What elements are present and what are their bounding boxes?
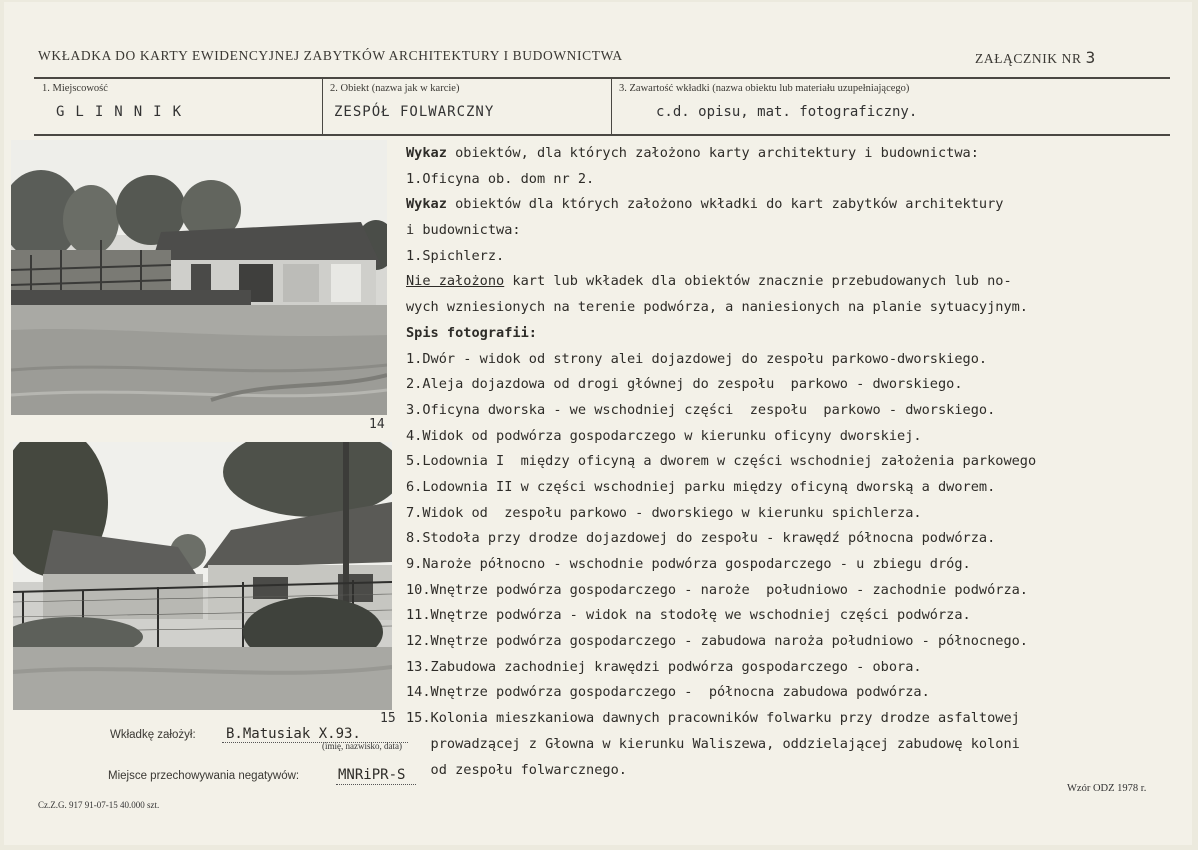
- locality-value: GLINNIK: [56, 104, 193, 120]
- photo-list-item: 11.Wnętrze podwórza - widok na stodołę we wschodniej części podwórza.: [406, 607, 971, 624]
- photo-list: [406, 347, 1196, 784]
- form-model: Wzór ODZ 1978 r.: [1067, 783, 1147, 794]
- cards-item-1: 1.Oficyna ob. dom nr 2.: [406, 170, 595, 187]
- photo-colony-image: [13, 442, 392, 710]
- photo-colony: [13, 442, 392, 710]
- photo-list-item: 10.Wnętrze podwórza gospodarczego - naroże południowo - zachodnie podwórza.: [406, 581, 1028, 598]
- photo-list-item: 15.Kolonia mieszkaniowa dawnych pracowników folwarku przy drodze asfaltowej: [406, 710, 1020, 727]
- annex-label: ZAŁĄCZNIK NR 3: [975, 48, 1096, 67]
- content-label: 3. Zawartość wkładki (nazwa obiektu lub materiału uzupełniającego): [619, 83, 910, 94]
- locality-label: 1. Miejscowość: [42, 83, 108, 94]
- heading-cards-list: Wykaz obiektów, dla których założono karty architektury i budownictwa:: [406, 145, 979, 161]
- object-label: 2. Obiekt (nazwa jak w karcie): [330, 83, 460, 94]
- photo-list-item: 1.Dwór - widok od strony alei dojazdowej do zespołu parkowo-dworskiego.: [406, 350, 988, 367]
- divider-top: [34, 77, 1170, 79]
- photo-list-item: 7.Widok od zespołu parkowo - dworskiego w kierunku spichlerza.: [406, 504, 922, 521]
- photo-list-item: 9.Naroże północno - wschodnie podwórza gospodarczego - u zbiegu dróg.: [406, 556, 971, 572]
- photo-list-item: od zespołu folwarcznego.: [406, 761, 627, 778]
- heading-photo-list: Spis fotografii:: [406, 324, 537, 341]
- photo-farmyard: [11, 140, 387, 415]
- storage-dotted-line: [336, 784, 416, 785]
- author-value: B.Matusiak X.93.: [226, 726, 361, 742]
- divider-fields: [34, 134, 1170, 136]
- note-not-created: Nie założono kart lub wkładek dla obiektów znacznie przebudowanych lub no-: [406, 273, 1012, 290]
- photo-list-item: 5.Lodownia I między oficyną a dworem w części wschodniej założenia parkowego: [406, 453, 1037, 470]
- photo-list-item: 4.Widok od podwórza gospodarczego w kierunku oficyny dworskiej.: [406, 427, 922, 444]
- storage-value: MNRiPR-S: [338, 767, 406, 783]
- heading-inserts-list-cont: i budownictwa:: [406, 222, 521, 239]
- card-title: WKŁADKA DO KARTY EWIDENCYJNEJ ZABYTKÓW ARCHITEKTURY I BUDOWNICTWA: [38, 48, 623, 63]
- photo-list-item: 8.Stodoła przy drodze dojazdowej do zespołu - krawędź północna podwórza.: [406, 530, 996, 547]
- field-separator-2: [611, 79, 612, 135]
- photo-list-item: 12.Wnętrze podwórza gospodarczego - zabudowa naroża południowo - północnego.: [406, 633, 1028, 650]
- heading-inserts-list: Wykaz obiektów dla których założono wkładki do kart zabytków architektury: [406, 196, 1004, 213]
- photo-farmyard-image: [11, 140, 387, 415]
- note-not-created-cont: wych wzniesionych na terenie podwórza, a naniesionych na planie sytuacyjnym.: [406, 299, 1028, 316]
- inserts-item-1: 1.Spichlerz.: [406, 247, 505, 264]
- photo-list-item: 14.Wnętrze podwórza gospodarczego - północna zabudowa podwórza.: [406, 684, 930, 701]
- author-hint: (imię, nazwisko, data): [322, 741, 402, 751]
- author-label: Wkładkę założył:: [110, 729, 196, 741]
- object-value: ZESPÓŁ FOLWARCZNY: [334, 104, 495, 120]
- photo-list-item: 6.Lodownia II w części wschodniej parku między oficyną dworską a dworem.: [406, 478, 996, 495]
- photo-list-item: 2.Aleja dojazdowa od drogi głównej do zespołu parkowo - dworskiego.: [406, 376, 963, 393]
- photo-list-item: 3.Oficyna dworska - we wschodniej części zespołu parkowo - dworskiego.: [406, 401, 996, 418]
- photo-list-item: 13.Zabudowa zachodniej krawędzi podwórza gospodarczego - obora.: [406, 658, 922, 675]
- photo-list-item: prowadzącej z Głowna w kierunku Waliszewa, oddzielającej zabudowę koloni: [406, 735, 1020, 752]
- typed-description: [406, 141, 1196, 783]
- content-value: c.d. opisu, mat. fotograficzny.: [656, 104, 918, 120]
- storage-label: Miejsce przechowywania negatywów:: [108, 770, 300, 782]
- field-separator-1: [322, 79, 323, 135]
- photo-number-14: 14: [369, 417, 385, 432]
- print-info: Cz.Z.G. 917 91-07-15 40.000 szt.: [38, 800, 160, 810]
- annex-number: 3: [1085, 48, 1096, 67]
- photo-number-15: 15: [380, 711, 396, 726]
